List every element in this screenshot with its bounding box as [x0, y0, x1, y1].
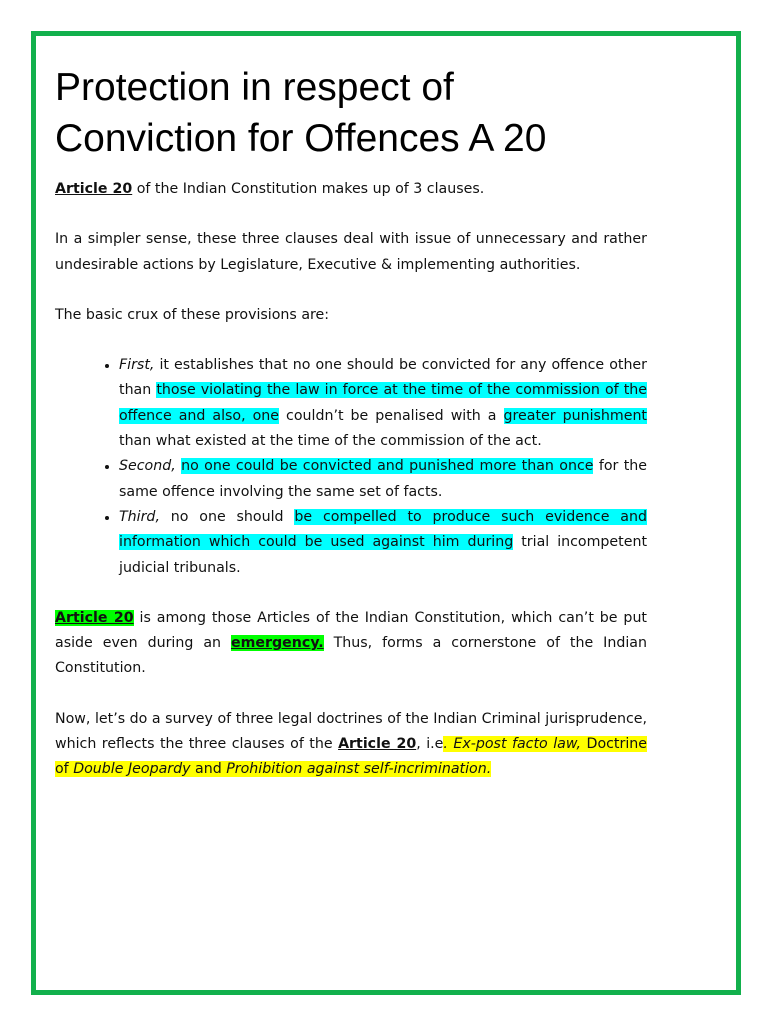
bullet-text: couldn’t be penalised with a — [279, 407, 504, 424]
doctrine-text: Doctrine of — [55, 736, 647, 778]
title-line-2: Conviction for Offences A 20 — [55, 117, 547, 160]
doctrine-self-incrimination: Prohibition against self-incrimination. — [226, 761, 492, 778]
paragraph-text: Now, let’s do a survey of three legal doctrines of the Indian Criminal jurisprudence, which reflects the three clauses of the — [55, 710, 647, 753]
doctrine-ex-post-facto: . Ex-post facto law, — [443, 736, 582, 753]
clauses-list — [55, 353, 647, 581]
title-line-1: Protection in respect of — [55, 66, 454, 109]
highlight: those violating the law in force at the time of the commission of the offence and also, one — [119, 382, 647, 424]
paragraph-basic-crux: The basic crux of these provisions are: — [55, 306, 330, 323]
emergency-emphasis: emergency. — [231, 635, 324, 652]
paragraph-text: is among those Articles of the Indian Constitution, which can’t be put aside even during an — [55, 609, 647, 652]
paragraph-intro-text: of the Indian Constitution makes up of 3 clauses. — [132, 181, 485, 197]
article-20-link[interactable]: Article 20 — [55, 181, 133, 197]
paragraph-doctrines — [55, 707, 647, 783]
bullet-text: than what existed at the time of the commission of the act. — [119, 433, 542, 450]
paragraph-simpler-sense: In a simpler sense, these three clauses deal with issue of unnecessary and rather undesirable actions by Legislature, Executive & implementing authorities. — [55, 231, 647, 273]
bullet-text: for the same offence involving the same set of facts. — [119, 458, 648, 500]
paragraph-text: , i.e — [416, 736, 444, 753]
document-body — [55, 62, 647, 808]
doctrine-text: and — [190, 761, 227, 778]
doctrine-double-jeopardy: Double Jeopardy — [73, 761, 191, 778]
bullet-lead: First, — [119, 357, 155, 374]
highlight: greater punishment — [503, 407, 647, 424]
list-item — [119, 454, 647, 505]
highlight: no one could be convicted and punished more than once — [181, 458, 594, 475]
article-20-link[interactable]: Article 20 — [338, 736, 417, 753]
bullet-lead: Third, — [119, 508, 160, 525]
article-20-link[interactable]: Article 20 — [55, 609, 134, 626]
paragraph-intro — [55, 177, 647, 202]
paragraph-text: Thus, forms a cornerstone of the Indian Constitution. — [55, 635, 647, 677]
page-title — [55, 62, 647, 164]
list-item — [119, 505, 647, 581]
list-item — [119, 353, 647, 454]
bullet-text: trial incompetent judicial tribunals. — [119, 534, 648, 576]
bullet-text: no one should — [159, 508, 295, 525]
highlight: be compelled to produce such evidence and information which could be used against him during — [119, 508, 647, 551]
bullet-lead: Second, — [119, 458, 176, 475]
paragraph-emergency — [55, 606, 647, 682]
bullet-text: it establishes that no one should be convicted for any offence other than — [119, 357, 647, 399]
